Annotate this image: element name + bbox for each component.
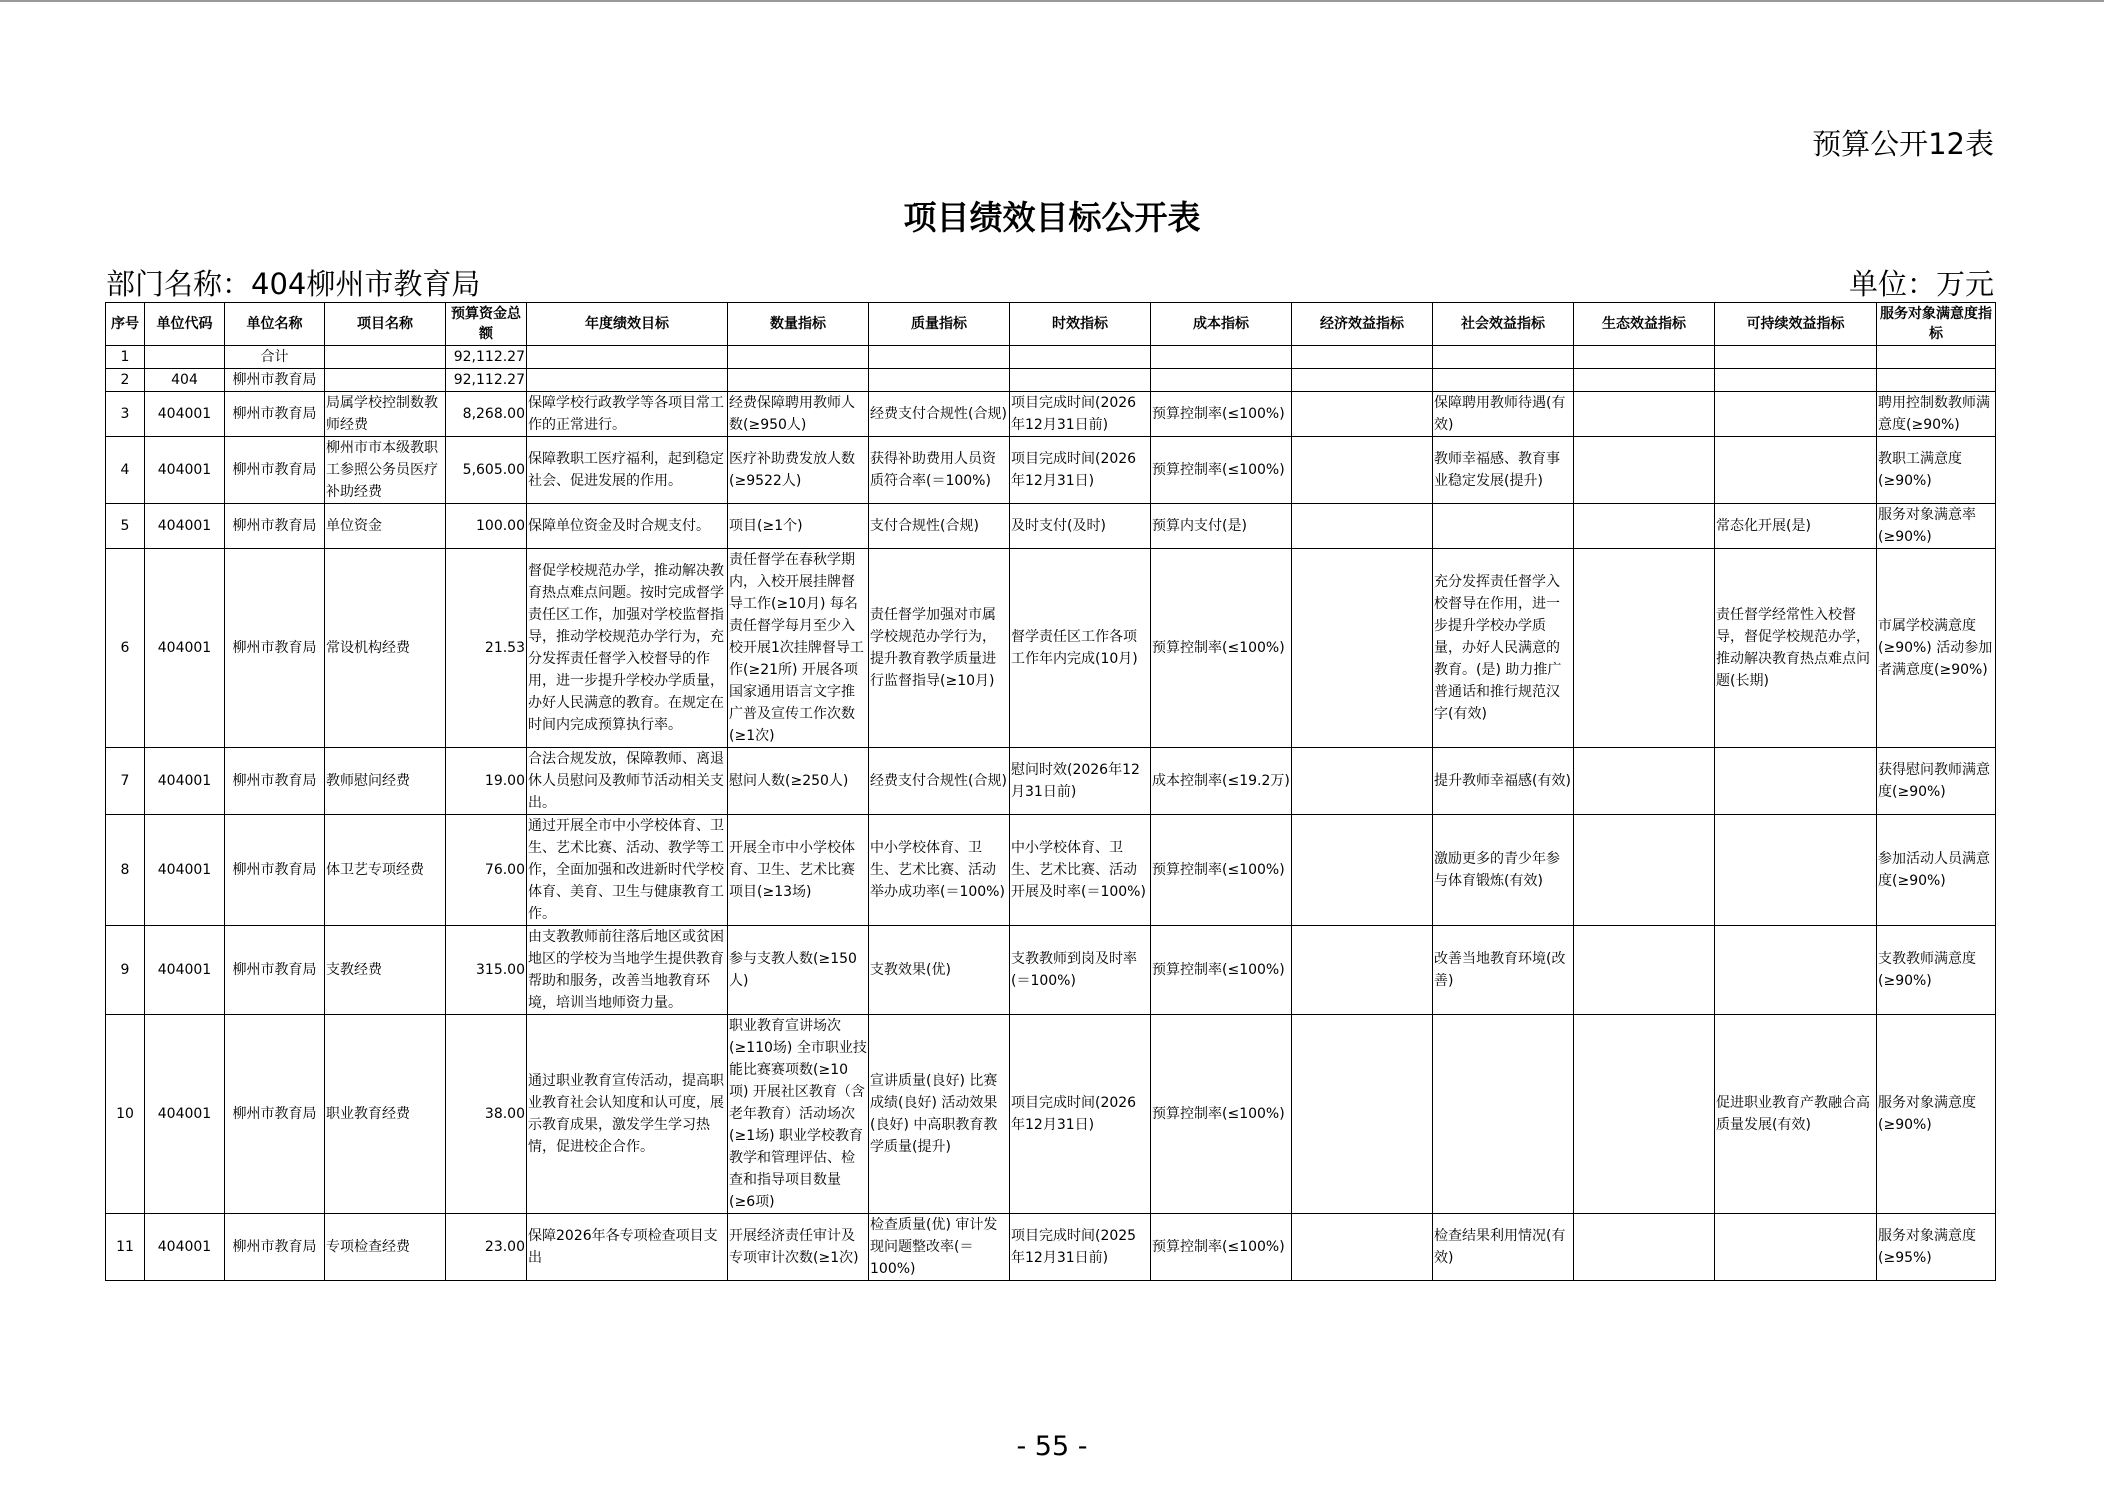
cell-annual-goal: 合法合规发放，保障教师、离退休人员慰问及教师节活动相关支出。 bbox=[527, 748, 728, 815]
column-header: 经济效益指标 bbox=[1292, 303, 1433, 346]
cell-project-name: 单位资金 bbox=[325, 504, 446, 549]
column-header: 项目名称 bbox=[325, 303, 446, 346]
cell-cost-indicator: 预算内支付(是) bbox=[1151, 504, 1292, 549]
cell-unit-code: 404001 bbox=[145, 549, 225, 748]
cell-economic-indicator bbox=[1292, 1214, 1433, 1281]
cell-satisfaction-indicator: 教职工满意度(≥90%) bbox=[1877, 437, 1996, 504]
cell-quantity-indicator: 职业教育宣讲场次(≥110场) 全市职业技能比赛赛项数(≥10项) 开展社区教育（含老年教育）活动场次(≥1场) 职业学校教育教学和管理评估、检查和指导项目数量(≥6项) bbox=[728, 1015, 869, 1214]
cell-unit-code: 404001 bbox=[145, 392, 225, 437]
cell-annual-goal: 保障教职工医疗福利，起到稳定社会、促进发展的作用。 bbox=[527, 437, 728, 504]
cell-unit-name: 柳州市教育局 bbox=[225, 437, 325, 504]
cell-annual-goal: 保障单位资金及时合规支付。 bbox=[527, 504, 728, 549]
cell-cost-indicator: 预算控制率(≤100%) bbox=[1151, 437, 1292, 504]
cell-unit-code bbox=[145, 346, 225, 369]
cell-economic-indicator bbox=[1292, 392, 1433, 437]
cell-project-name: 柳州市市本级教职工参照公务员医疗补助经费 bbox=[325, 437, 446, 504]
cell-cost-indicator: 成本控制率(≤19.2万) bbox=[1151, 748, 1292, 815]
column-header: 年度绩效目标 bbox=[527, 303, 728, 346]
cell-ecological-indicator bbox=[1574, 748, 1715, 815]
cell-unit-code: 404001 bbox=[145, 926, 225, 1015]
column-header: 单位名称 bbox=[225, 303, 325, 346]
cell-serial-number: 6 bbox=[106, 549, 145, 748]
cell-quality-indicator bbox=[869, 346, 1010, 369]
cell-quality-indicator: 支教效果(优) bbox=[869, 926, 1010, 1015]
cell-ecological-indicator bbox=[1574, 926, 1715, 1015]
cell-quality-indicator: 检查质量(优) 审计发现问题整改率(＝100%) bbox=[869, 1214, 1010, 1281]
table-row bbox=[106, 1214, 1996, 1281]
cell-ecological-indicator bbox=[1574, 815, 1715, 926]
cell-social-indicator bbox=[1433, 369, 1574, 392]
column-header: 生态效益指标 bbox=[1574, 303, 1715, 346]
unit-label: 单位：万元 bbox=[1848, 267, 1994, 301]
cell-social-indicator: 提升教师幸福感(有效) bbox=[1433, 748, 1574, 815]
cell-social-indicator: 改善当地教育环境(改善) bbox=[1433, 926, 1574, 1015]
table-row bbox=[106, 346, 1996, 369]
department-name: 部门名称：404柳州市教育局 bbox=[106, 267, 481, 301]
cell-ecological-indicator bbox=[1574, 504, 1715, 549]
cell-sustainable-indicator bbox=[1715, 437, 1877, 504]
table-row bbox=[106, 437, 1996, 504]
cell-timeliness-indicator: 项目完成时间(2026年12月31日前) bbox=[1010, 392, 1151, 437]
cell-unit-name: 柳州市教育局 bbox=[225, 504, 325, 549]
cell-satisfaction-indicator: 服务对象满意率(≥90%) bbox=[1877, 504, 1996, 549]
cell-quantity-indicator: 医疗补助费发放人数(≥9522人) bbox=[728, 437, 869, 504]
cell-sustainable-indicator: 常态化开展(是) bbox=[1715, 504, 1877, 549]
cell-economic-indicator bbox=[1292, 815, 1433, 926]
cell-budget-total: 100.00 bbox=[446, 504, 527, 549]
cell-economic-indicator bbox=[1292, 926, 1433, 1015]
cell-annual-goal: 保障2026年各专项检查项目支出 bbox=[527, 1214, 728, 1281]
cell-quantity-indicator: 责任督学在春秋学期内，入校开展挂牌督导工作(≥10月) 每名责任督学每月至少入校开展1次挂牌督导工作(≥21所) 开展各项国家通用语言文字推广普及宣传工作次数(≥1次) bbox=[728, 549, 869, 748]
column-header: 预算资金总额 bbox=[446, 303, 527, 346]
cell-satisfaction-indicator bbox=[1877, 346, 1996, 369]
cell-serial-number: 10 bbox=[106, 1015, 145, 1214]
cell-social-indicator: 激励更多的青少年参与体育锻炼(有效) bbox=[1433, 815, 1574, 926]
cell-social-indicator bbox=[1433, 504, 1574, 549]
cell-sustainable-indicator bbox=[1715, 346, 1877, 369]
cell-project-name: 常设机构经费 bbox=[325, 549, 446, 748]
cell-economic-indicator bbox=[1292, 504, 1433, 549]
table-row bbox=[106, 369, 1996, 392]
cell-annual-goal: 通过开展全市中小学校体育、卫生、艺术比赛、活动、教学等工作，全面加强和改进新时代学校体育、美育、卫生与健康教育工作。 bbox=[527, 815, 728, 926]
cell-satisfaction-indicator: 市属学校满意度(≥90%) 活动参加者满意度(≥90%) bbox=[1877, 549, 1996, 748]
cell-quantity-indicator: 开展全市中小学校体育、卫生、艺术比赛项目(≥13场) bbox=[728, 815, 869, 926]
cell-social-indicator bbox=[1433, 346, 1574, 369]
cell-serial-number: 7 bbox=[106, 748, 145, 815]
column-header: 时效指标 bbox=[1010, 303, 1151, 346]
cell-budget-total: 315.00 bbox=[446, 926, 527, 1015]
cell-project-name: 职业教育经费 bbox=[325, 1015, 446, 1214]
cell-annual-goal: 督促学校规范办学，推动解决教育热点难点问题。按时完成督学责任区工作，加强对学校监督指导，推动学校规范办学行为，充分发挥责任督学入校督导的作用，进一步提升学校办学质量，办好人民满意的教育。在规定在时间内完成预算执行率。 bbox=[527, 549, 728, 748]
top-rule bbox=[0, 0, 2104, 2]
page-number: - 55 - bbox=[1016, 1431, 1088, 1462]
cell-cost-indicator: 预算控制率(≤100%) bbox=[1151, 1214, 1292, 1281]
cell-unit-code: 404001 bbox=[145, 1015, 225, 1214]
cell-budget-total: 23.00 bbox=[446, 1214, 527, 1281]
table-row bbox=[106, 815, 1996, 926]
cell-quantity-indicator: 参与支教人数(≥150人) bbox=[728, 926, 869, 1015]
cell-serial-number: 1 bbox=[106, 346, 145, 369]
cell-economic-indicator bbox=[1292, 549, 1433, 748]
cell-satisfaction-indicator: 获得慰问教师满意度(≥90%) bbox=[1877, 748, 1996, 815]
cell-serial-number: 9 bbox=[106, 926, 145, 1015]
page-title: 项目绩效目标公开表 bbox=[903, 198, 1201, 237]
column-header: 可持续效益指标 bbox=[1715, 303, 1877, 346]
cell-quantity-indicator: 慰问人数(≥250人) bbox=[728, 748, 869, 815]
cell-social-indicator: 检查结果利用情况(有效) bbox=[1433, 1214, 1574, 1281]
cell-timeliness-indicator: 支教教师到岗及时率(＝100%) bbox=[1010, 926, 1151, 1015]
cell-unit-name: 合计 bbox=[225, 346, 325, 369]
cell-quality-indicator: 责任督学加强对市属学校规范办学行为，提升教育教学质量进行监督指导(≥10月) bbox=[869, 549, 1010, 748]
cell-social-indicator: 教师幸福感、教育事业稳定发展(提升) bbox=[1433, 437, 1574, 504]
cell-ecological-indicator bbox=[1574, 392, 1715, 437]
cell-project-name: 专项检查经费 bbox=[325, 1214, 446, 1281]
cell-annual-goal bbox=[527, 369, 728, 392]
cell-timeliness-indicator: 中小学校体育、卫生、艺术比赛、活动开展及时率(＝100%) bbox=[1010, 815, 1151, 926]
cell-sustainable-indicator bbox=[1715, 392, 1877, 437]
cell-budget-total: 92,112.27 bbox=[446, 369, 527, 392]
cell-timeliness-indicator bbox=[1010, 346, 1151, 369]
cell-unit-name: 柳州市教育局 bbox=[225, 369, 325, 392]
column-header: 服务对象满意度指标 bbox=[1877, 303, 1996, 346]
cell-sustainable-indicator bbox=[1715, 748, 1877, 815]
cell-social-indicator: 保障聘用教师待遇(有效) bbox=[1433, 392, 1574, 437]
column-header: 社会效益指标 bbox=[1433, 303, 1574, 346]
cell-unit-code: 404001 bbox=[145, 437, 225, 504]
cell-quantity-indicator bbox=[728, 369, 869, 392]
cell-project-name bbox=[325, 346, 446, 369]
cell-quantity-indicator: 经费保障聘用教师人数(≥950人) bbox=[728, 392, 869, 437]
cell-project-name: 教师慰问经费 bbox=[325, 748, 446, 815]
table-header-row bbox=[106, 303, 1996, 346]
column-header: 成本指标 bbox=[1151, 303, 1292, 346]
cell-timeliness-indicator: 督学责任区工作各项工作年内完成(10月) bbox=[1010, 549, 1151, 748]
cell-economic-indicator bbox=[1292, 437, 1433, 504]
table-row bbox=[106, 748, 1996, 815]
cell-unit-code: 404001 bbox=[145, 1214, 225, 1281]
column-header: 数量指标 bbox=[728, 303, 869, 346]
cell-serial-number: 4 bbox=[106, 437, 145, 504]
cell-economic-indicator bbox=[1292, 346, 1433, 369]
cell-quality-indicator bbox=[869, 369, 1010, 392]
cell-social-indicator bbox=[1433, 1015, 1574, 1214]
cell-annual-goal: 由支教教师前往落后地区或贫困地区的学校为当地学生提供教育帮助和服务，改善当地教育环境，培训当地师资力量。 bbox=[527, 926, 728, 1015]
cell-timeliness-indicator: 项目完成时间(2026年12月31日) bbox=[1010, 437, 1151, 504]
table-body bbox=[106, 346, 1996, 1281]
cell-sustainable-indicator bbox=[1715, 926, 1877, 1015]
cell-unit-name: 柳州市教育局 bbox=[225, 1214, 325, 1281]
cell-cost-indicator: 预算控制率(≤100%) bbox=[1151, 549, 1292, 748]
cell-quality-indicator: 经费支付合规性(合规) bbox=[869, 748, 1010, 815]
performance-table bbox=[105, 302, 1996, 1281]
cell-budget-total: 5,605.00 bbox=[446, 437, 527, 504]
cell-serial-number: 2 bbox=[106, 369, 145, 392]
cell-serial-number: 3 bbox=[106, 392, 145, 437]
cell-social-indicator: 充分发挥责任督学入校督导在作用，进一步提升学校办学质量，办好人民满意的教育。(是) 助力推广普通话和推行规范汉字(有效) bbox=[1433, 549, 1574, 748]
column-header: 单位代码 bbox=[145, 303, 225, 346]
cell-cost-indicator bbox=[1151, 346, 1292, 369]
cell-sustainable-indicator bbox=[1715, 1214, 1877, 1281]
cell-sustainable-indicator: 责任督学经常性入校督导，督促学校规范办学，推动解决教育热点难点问题(长期) bbox=[1715, 549, 1877, 748]
cell-economic-indicator bbox=[1292, 1015, 1433, 1214]
cell-sustainable-indicator bbox=[1715, 815, 1877, 926]
cell-sustainable-indicator: 促进职业教育产教融合高质量发展(有效) bbox=[1715, 1015, 1877, 1214]
column-header: 序号 bbox=[106, 303, 145, 346]
cell-ecological-indicator bbox=[1574, 1015, 1715, 1214]
cell-ecological-indicator bbox=[1574, 549, 1715, 748]
cell-project-name: 局属学校控制数教师经费 bbox=[325, 392, 446, 437]
cell-timeliness-indicator: 及时支付(及时) bbox=[1010, 504, 1151, 549]
cell-timeliness-indicator bbox=[1010, 369, 1151, 392]
cell-satisfaction-indicator: 支教教师满意度(≥90%) bbox=[1877, 926, 1996, 1015]
cell-satisfaction-indicator: 服务对象满意度(≥90%) bbox=[1877, 1015, 1996, 1214]
cell-ecological-indicator bbox=[1574, 1214, 1715, 1281]
cell-unit-name: 柳州市教育局 bbox=[225, 815, 325, 926]
cell-timeliness-indicator: 慰问时效(2026年12月31日前) bbox=[1010, 748, 1151, 815]
cell-unit-code: 404 bbox=[145, 369, 225, 392]
cell-satisfaction-indicator: 参加活动人员满意度(≥90%) bbox=[1877, 815, 1996, 926]
cell-quantity-indicator: 项目(≥1个) bbox=[728, 504, 869, 549]
table-row bbox=[106, 549, 1996, 748]
column-header: 质量指标 bbox=[869, 303, 1010, 346]
table-row bbox=[106, 926, 1996, 1015]
cell-unit-name: 柳州市教育局 bbox=[225, 926, 325, 1015]
cell-quality-indicator: 宣讲质量(良好) 比赛成绩(良好) 活动效果(良好) 中高职教育教学质量(提升) bbox=[869, 1015, 1010, 1214]
cell-annual-goal: 通过职业教育宣传活动，提高职业教育社会认知度和认可度，展示教育成果，激发学生学习热情，促进校企合作。 bbox=[527, 1015, 728, 1214]
cell-satisfaction-indicator bbox=[1877, 369, 1996, 392]
cell-ecological-indicator bbox=[1574, 346, 1715, 369]
cell-quality-indicator: 中小学校体育、卫生、艺术比赛、活动举办成功率(＝100%) bbox=[869, 815, 1010, 926]
cell-quality-indicator: 获得补助费用人员资质符合率(＝100%) bbox=[869, 437, 1010, 504]
cell-budget-total: 92,112.27 bbox=[446, 346, 527, 369]
cell-satisfaction-indicator: 聘用控制数教师满意度(≥90%) bbox=[1877, 392, 1996, 437]
cell-serial-number: 11 bbox=[106, 1214, 145, 1281]
cell-unit-name: 柳州市教育局 bbox=[225, 392, 325, 437]
cell-unit-code: 404001 bbox=[145, 748, 225, 815]
cell-unit-name: 柳州市教育局 bbox=[225, 549, 325, 748]
cell-budget-total: 76.00 bbox=[446, 815, 527, 926]
cell-cost-indicator: 预算控制率(≤100%) bbox=[1151, 815, 1292, 926]
table-row bbox=[106, 392, 1996, 437]
cell-cost-indicator: 预算控制率(≤100%) bbox=[1151, 926, 1292, 1015]
cell-serial-number: 8 bbox=[106, 815, 145, 926]
table-row bbox=[106, 1015, 1996, 1214]
cell-ecological-indicator bbox=[1574, 369, 1715, 392]
cell-timeliness-indicator: 项目完成时间(2026年12月31日) bbox=[1010, 1015, 1151, 1214]
cell-project-name bbox=[325, 369, 446, 392]
table-code-label: 预算公开12表 bbox=[1812, 127, 1994, 161]
cell-ecological-indicator bbox=[1574, 437, 1715, 504]
cell-unit-name: 柳州市教育局 bbox=[225, 1015, 325, 1214]
cell-satisfaction-indicator: 服务对象满意度(≥95%) bbox=[1877, 1214, 1996, 1281]
cell-timeliness-indicator: 项目完成时间(2025年12月31日前) bbox=[1010, 1214, 1151, 1281]
cell-economic-indicator bbox=[1292, 748, 1433, 815]
cell-sustainable-indicator bbox=[1715, 369, 1877, 392]
cell-unit-name: 柳州市教育局 bbox=[225, 748, 325, 815]
cell-quality-indicator: 经费支付合规性(合规) bbox=[869, 392, 1010, 437]
cell-unit-code: 404001 bbox=[145, 504, 225, 549]
cell-quantity-indicator bbox=[728, 346, 869, 369]
cell-cost-indicator bbox=[1151, 369, 1292, 392]
cell-budget-total: 38.00 bbox=[446, 1015, 527, 1214]
cell-economic-indicator bbox=[1292, 369, 1433, 392]
cell-budget-total: 8,268.00 bbox=[446, 392, 527, 437]
cell-budget-total: 21.53 bbox=[446, 549, 527, 748]
cell-budget-total: 19.00 bbox=[446, 748, 527, 815]
cell-cost-indicator: 预算控制率(≤100%) bbox=[1151, 1015, 1292, 1214]
cell-annual-goal: 保障学校行政教学等各项目常工作的正常进行。 bbox=[527, 392, 728, 437]
table-row bbox=[106, 504, 1996, 549]
cell-project-name: 体卫艺专项经费 bbox=[325, 815, 446, 926]
cell-serial-number: 5 bbox=[106, 504, 145, 549]
cell-quality-indicator: 支付合规性(合规) bbox=[869, 504, 1010, 549]
cell-quantity-indicator: 开展经济责任审计及专项审计次数(≥1次) bbox=[728, 1214, 869, 1281]
cell-project-name: 支教经费 bbox=[325, 926, 446, 1015]
cell-cost-indicator: 预算控制率(≤100%) bbox=[1151, 392, 1292, 437]
cell-annual-goal bbox=[527, 346, 728, 369]
cell-unit-code: 404001 bbox=[145, 815, 225, 926]
